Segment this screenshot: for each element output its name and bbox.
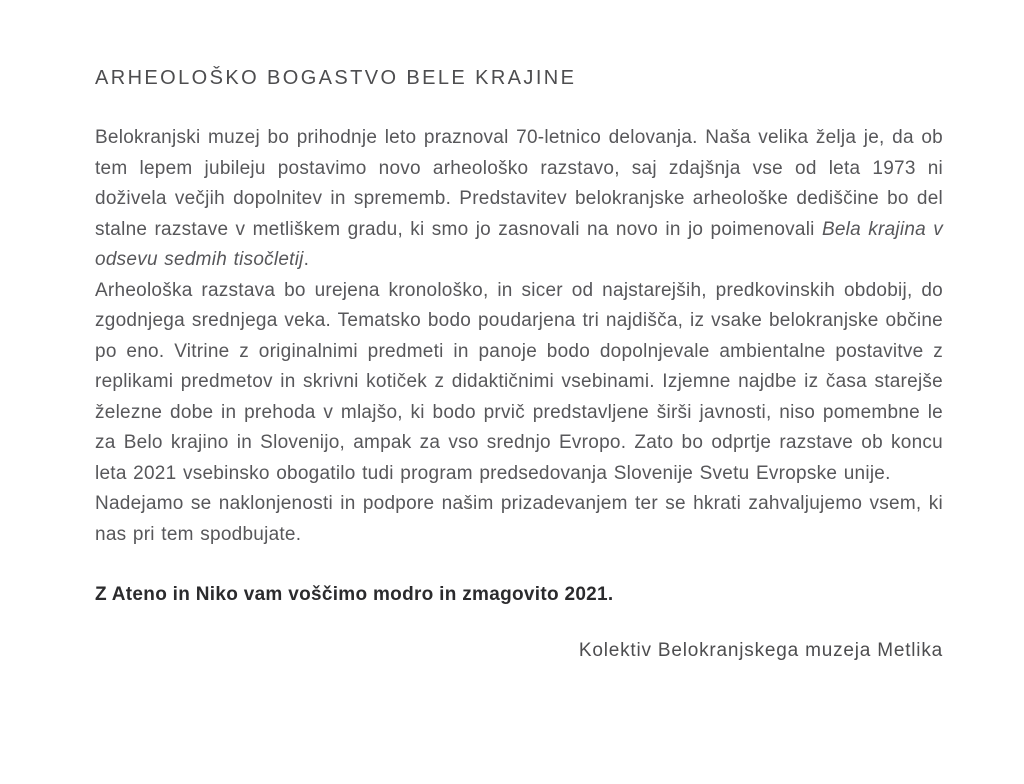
exhibition-title-italic: Bela krajina v odsevu sedmih tisočletij bbox=[95, 218, 943, 270]
closing-wish: Z Ateno in Niko vam voščimo modro in zmagovito 2021. bbox=[95, 584, 614, 605]
paragraph-exhibition-details: Arheološka razstava bo urejena kronološko, in sicer od najstarejših, predkovinskih obdobij, do zgodnjega srednjega veka. Tematsko bodo poudarjena tri najdišča, iz vsake belokranjske občine po eno. Vitrine z originalnimi predmeti in panoje bodo dopolnjevale ambientalne postavitve z replikami predmetov in skrivni kotiček z didaktičnimi vsebinami. Izjemne najdbe iz časa starejše železne dobe in prehoda v mlajšo, ki bodo prvič predstavljene širši javnosti, niso pomembne le za Belo krajino in Slovenijo, ampak za vso srednjo Evropo. Zato bo odprtje razstave ob koncu leta 2021 vsebinsko obogatilo tudi program predsedovanja Slovenije Svetu Evropske unije. bbox=[95, 279, 943, 484]
paragraph-intro bbox=[95, 123, 943, 276]
page-title: ARHEOLOŠKO BOGASTVO BELE KRAJINE bbox=[95, 67, 577, 89]
paragraph-thanks: Nadejamo se naklonjenosti in podpore našim prizadevanjem ter se hkrati zahvaljujemo vsem, ki nas pri tem spodbujate. bbox=[95, 493, 943, 545]
article-body bbox=[95, 123, 943, 550]
paragraph-intro-suffix: . bbox=[303, 249, 310, 270]
paragraph-intro-text: Belokranjski muzej bo prihodnje leto praznoval 70-letnico delovanja. Naša velika želja je, da ob tem lepem jubileju postavimo novo arheološko razstavo, saj zdajšnja vse od leta 1973 ni doživela večjih dopolnitev in sprememb. Predstavitev belokranjske arheološke dediščine bo del stalne razstave v metliškem gradu, ki smo jo zasnovali na novo in jo poimenovali bbox=[95, 127, 943, 240]
signature: Kolektiv Belokranjskega muzeja Metlika bbox=[578, 640, 943, 661]
